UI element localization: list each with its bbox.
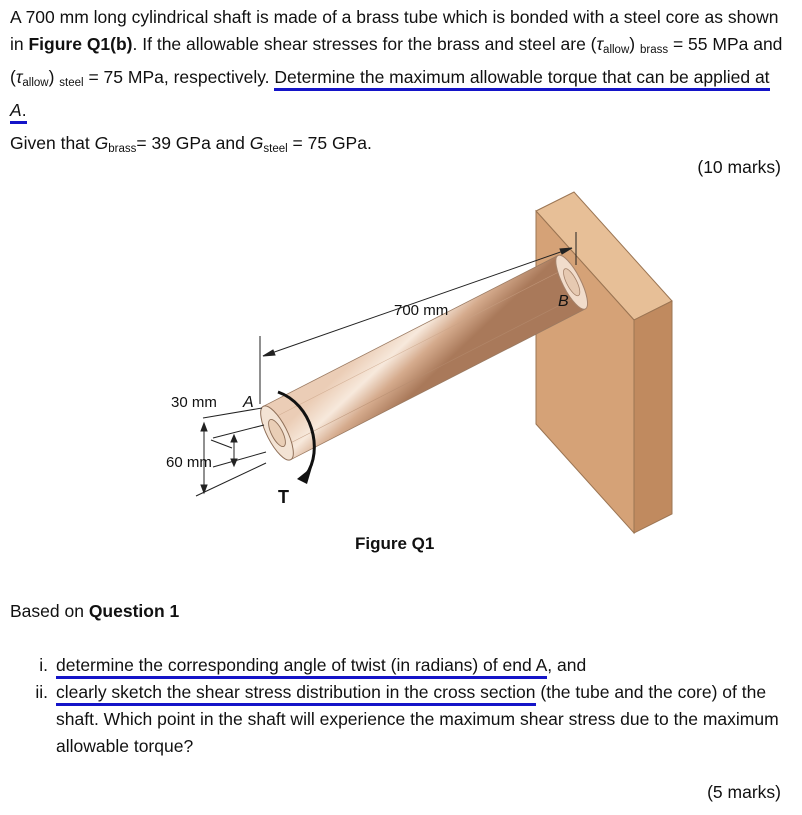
- tau-symbol: τ: [596, 34, 604, 54]
- point-b-label: B: [558, 293, 569, 310]
- inner-diameter-label: 30 mm: [171, 394, 217, 411]
- item-text: [56, 679, 784, 760]
- task-text: Determine the maximum allowable torque that can be applied at: [274, 67, 770, 87]
- g-symbol: G: [94, 133, 109, 153]
- tau-symbol-2: τ: [15, 67, 23, 87]
- intro-text-2: . If the allowable shear stresses for the brass and steel are (: [132, 34, 597, 54]
- torque-label: T: [278, 487, 289, 507]
- figure-reference: Figure Q1(b): [28, 34, 133, 54]
- steel-stress-value: = 75 MPa, respectively.: [83, 67, 275, 87]
- allow-subscript-2: allow: [22, 77, 49, 89]
- item-rest: (the tube and the core) of the shaft. Which point in the shaft will experience the maximum shear stress due to the maximum allowable torque?: [56, 682, 779, 756]
- list-item: [20, 679, 784, 760]
- task-point: A: [10, 100, 22, 120]
- fixed-wall: [536, 192, 672, 533]
- g-steel-subscript: steel: [263, 143, 288, 155]
- problem-statement: A 700 mm long cylindrical shaft is made of a brass tube which is bonded with a steel core as shown in Figure Q1(b). If the allowable shear stresses for the brass and steel are $(\tau_{allow}) _{brass} = 55$ MPa and $(\tau_{allow}) _{steel} = 75$ MPa, respectively. Determine the maximum allowable torque that can be applied at A.: [10, 4, 785, 124]
- g-symbol-2: G: [249, 133, 264, 153]
- point-a-label: A: [243, 394, 254, 411]
- given-prefix: Given that: [10, 133, 95, 153]
- item-rest: , and: [547, 655, 587, 675]
- brass-subscript: brass: [639, 44, 669, 56]
- diameter-dimensions: [196, 408, 266, 496]
- followup-questions: [20, 652, 784, 760]
- steel-subscript: steel: [59, 77, 84, 89]
- marks-q1: (10 marks): [697, 157, 781, 177]
- item-text: [56, 652, 784, 679]
- item-number: ii.: [35, 682, 48, 702]
- g-brass-value: = 39 GPa and: [136, 133, 250, 153]
- underlined-task: Determine the maximum allowable torque that can be applied at A.: [10, 67, 770, 124]
- item-underlined: clearly sketch the shear stress distribution in the cross section: [56, 682, 536, 706]
- figure-caption: Figure Q1: [355, 534, 435, 553]
- brass-stress-value: = 55 MPa and (: [10, 34, 783, 87]
- item-underlined: determine the corresponding angle of twist (in radians) of end A: [56, 655, 547, 679]
- allow-subscript: allow: [603, 44, 630, 56]
- item-number: i.: [39, 655, 48, 675]
- list-item: [20, 652, 784, 679]
- g-brass-subscript: brass: [108, 143, 137, 155]
- based-on-heading: [10, 598, 179, 625]
- intro-text: A 700 mm long cylindrical shaft is made of a brass tube which is bonded with a steel core as shown in: [10, 7, 779, 54]
- g-steel-value: = 75 GPa.: [287, 133, 372, 153]
- based-on-prefix: Based on: [10, 601, 89, 621]
- length-label: 700 mm: [394, 302, 449, 319]
- based-on-reference: Question 1: [88, 601, 180, 621]
- outer-diameter-label: 60 mm: [166, 454, 212, 471]
- marks-followup: (5 marks): [707, 782, 781, 802]
